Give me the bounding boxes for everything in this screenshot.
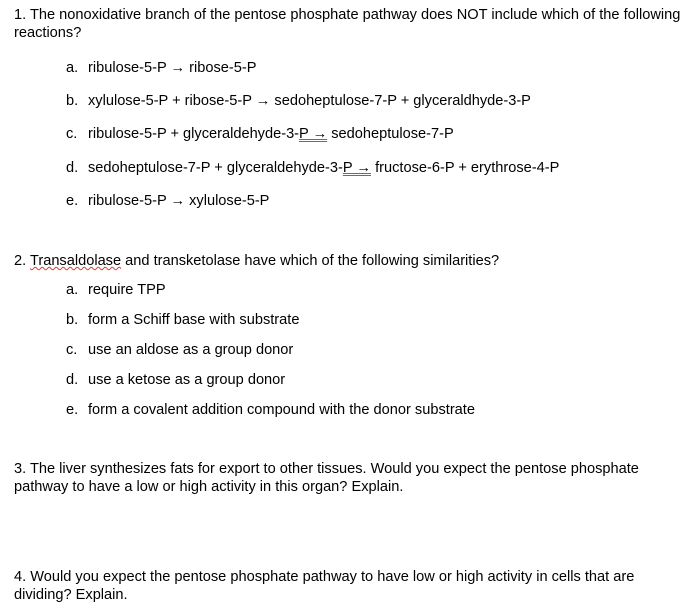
question-1-option-a [66,59,256,77]
question-4-number: 4. [14,569,27,585]
question-2-option-c [66,341,293,359]
question-2-option-e [66,401,475,419]
option-text: use a ketose as a group donor [88,372,286,388]
option-letter: a. [66,282,79,298]
option-text-start: ribulose-5-P + glyceraldehyde-3- [88,126,300,142]
question-2-number: 2. [14,253,27,269]
option-letter: c. [66,342,78,358]
question-3-text: The liver synthesizes fats for export to other tissues. Would you expect the pentose phosphate pathway to have a low or high activity in this organ? Explain. [14,461,639,495]
question-1-number: 1. [14,7,27,23]
option-text: use an aldose as a group donor [88,342,294,358]
option-text: form a covalent addition compound with the donor substrate [88,402,475,418]
option-letter: e. [66,193,79,209]
question-4-text: Would you expect the pentose phosphate pathway to have low or high activity in cells that are dividing? Explain. [14,569,635,603]
question-2-text: and transketolase have which of the following similarities? [121,253,500,269]
option-text: require TPP [88,282,166,298]
option-letter: e. [66,402,79,418]
option-letter: b. [66,312,79,328]
option-text-start: sedoheptulose-7-P + glyceraldehyde-3- [88,160,343,176]
question-1 [14,6,686,42]
question-1-option-b [66,92,531,110]
option-letter: d. [66,372,79,388]
question-4 [14,568,686,604]
option-text-end: fructose-6-P + erythrose-4-P [371,160,560,176]
option-letter: a. [66,60,79,76]
question-2 [14,252,686,270]
spellcheck-marked-word: Transaldolase [29,253,122,269]
option-text: ribulose-5-P → xylulose-5-P [88,193,270,209]
grammar-marked-text: P → [299,126,328,142]
option-text: xylulose-5-P + ribose-5-P → sedoheptulose-7-P + glyceraldhyde-3-P [88,93,531,109]
question-3 [14,460,686,496]
option-text-end: sedoheptulose-7-P [327,126,454,142]
question-2-option-a [66,281,166,299]
option-letter: c. [66,126,78,142]
question-1-option-c [66,125,454,143]
option-letter: b. [66,93,79,109]
option-text: ribulose-5-P → ribose-5-P [88,60,257,76]
question-1-option-e [66,192,269,210]
question-1-text: The nonoxidative branch of the pentose phosphate pathway does NOT include which of the following reactions? [14,7,681,41]
option-letter: d. [66,160,79,176]
question-3-number: 3. [14,461,27,477]
question-1-option-d [66,159,559,177]
option-text: form a Schiff base with substrate [88,312,300,328]
question-2-option-d [66,371,285,389]
grammar-marked-text: P → [342,160,372,176]
question-2-option-b [66,311,299,329]
